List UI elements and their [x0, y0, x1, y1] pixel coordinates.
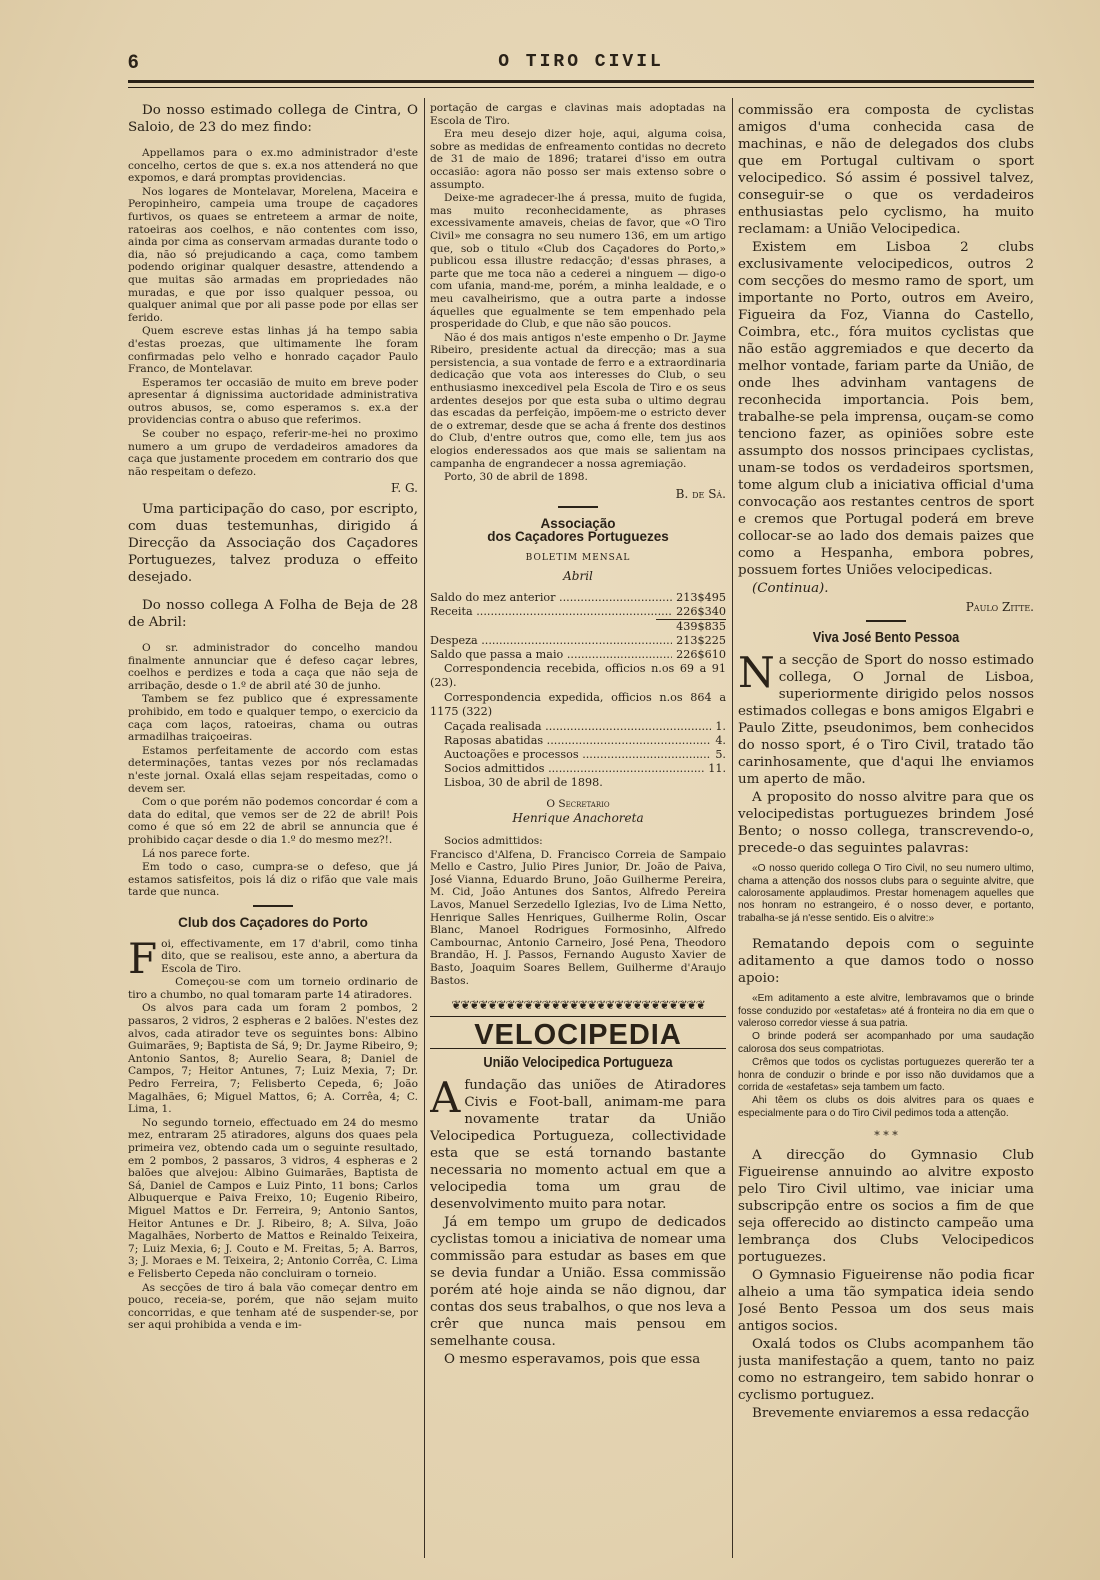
- section-divider: [558, 506, 598, 508]
- quote: «Em aditamento a este alvitre, lembravamos que o brinde fosse conduzido por «estafetas» até á fronteira no dia em que o valeroso corredor viesse á sua patria.: [738, 993, 1034, 1030]
- ledger-row: Auctoações e processos ..... 5.: [430, 748, 726, 762]
- ledger-row: Socios admittidos ..... 11.: [430, 762, 726, 776]
- paragraph: Existem em Lisboa 2 clubs exclusivamente velocipedicos, outros 2 com secções do mesmo ramo de sport, um importante no Porto, outros em Aveiro, Figueira da Foz, Vianna do Castello, Coimbra, etc., fóra muitos cyclistas que não estão aggremiados e que decerto da melhor vontade, fariam parte da União, de onde lhes advinham vantagens de reconhecida importancia. Pois bem, trabalhe-se pela imprensa, ouçam-se como tenciono fazer, as opiniões sobre este assumpto dos nossos principaes cyclistas, unam-se todos os verdadeiros sportsmen, tome algum club a iniciativa official d'uma convocação aos restantes centros de sport e cremos que Portugal poderá em breve collocar-se ao lado dos demais paizes que como a Hespanha, embora pobres, possuem fortes Uniões velocipedicas.: [738, 240, 1034, 578]
- paragraph: Appellamos para o ex.mo administrador d'este concelho, certos de que s. ex.a nos attenderá no que expomos, e dará promptas providencias.: [128, 147, 418, 185]
- paragraph: Correspondencia recebida, officios n.os 69 a 91 (23).: [430, 661, 726, 689]
- quote: Ahi têem os clubs os dois alvitres para os quaes e especialmente para o do Tiro Civil pedimos toda a attenção.: [738, 1095, 1034, 1119]
- ledger-row: Saldo que passa a maio ..... 226$610: [430, 648, 726, 662]
- drop-cap: A: [430, 1073, 461, 1123]
- column-3: [738, 102, 1034, 1562]
- dateline: Lisboa, 30 de abril de 1898.: [444, 775, 603, 789]
- paragraph: Começou-se com um torneio ordinario de tiro a chumbo, no qual tomaram parte 14 atiradores.: [128, 976, 418, 1001]
- paragraph: A direcção do Gymnasio Club Figueirense annuindo ao alvitre exposto pelo Tiro Civil ultimo, vae iniciar uma subscripção entre os socios a fim de que seja offerecido ao distincto campeão uma lembrança dos Clubs Velocipedicos portuguezes.: [738, 1147, 1034, 1265]
- dateline: Porto, 30 de abril de 1898.: [444, 471, 588, 484]
- column-divider: [732, 98, 733, 1558]
- section-heading: Associação: [540, 516, 616, 532]
- paragraph: Nos logares de Montelavar, Morelena, Maceira e Peropinheiro, campeia uma troupe de caçadores furtivos, os quaes se entreteem a armar de noite, ratoeiras aos coelhos, e não contentes com isso, ainda por cima as conservam armadas durante todo o dia, não só prejudicando a caça, como tambem podendo originar qualquer desastre, attendendo a que muitas são armadas em propriedades não muradas, e que por isso qualquer pessoa, ou qualquer animal que por ali passe pode por ellas ser ferido.: [128, 185, 418, 324]
- paragraph: Afundação das uniões de Atiradores Civis e Foot-ball, animam-me para novamente tratar da União Velocipedica Portugueza, collectividade esta que se está tornando bastante necessaria no momento actual em que a velocipedia toma um grau de desenvolvimento muito para notar.: [430, 1073, 726, 1213]
- month-label: Abril: [563, 569, 593, 584]
- paragraph: Oxalá todos os Clubs acompanhem tão justa manifestação a quem, tanto no paiz como no estrangeiro, tem sabido honrar o cyclismo portuguez.: [738, 1336, 1034, 1403]
- masthead-rule: [128, 80, 1034, 88]
- paragraph: Francisco d'Alfena, D. Francisco Correia de Sampaio Mello e Castro, Julio Pires Junior, Dr. João de Paiva, José Vianna, Eduardo Bruno, João Guilherme Pereira, M. Cid, João Antunes dos Santos, Alfredo Pereira Lavos, Manuel Serzedello Iglezias, Ivo de Lima Netto, Henrique Salles Henriques, Guilherme Rolin, Oscar Blanc, Manoel Rodrigues Formosinho, Alfredo Cambournac, Antonio Carneiro, José Pena, Theodoro Brandão, H. J. Passos, Fernando Augusto Xavier de Basto, Joaquim Soares Bellem, Guilherme d'Araujo Bastos.: [430, 848, 726, 987]
- paragraph: As secções de tiro á bala vão começar dentro em pouco, receia-se, porém, que não sejam muito concorridas, e que tenham até de suspender-se, por ser aqui prohibida a venda e im-: [128, 1281, 418, 1332]
- paragraph: Estamos perfeitamente de accordo com estas determinações, tantas vezes por nós reclamadas n'este jornal. Oxalá ellas sejam respeitadas, como o devem ser.: [128, 744, 418, 795]
- ornament-border: ❦❦❦❦❦❦❦❦❦❦❦❦❦❦❦❦❦❦❦❦❦❦❦❦❦❦❦❦: [430, 999, 726, 1017]
- quote: Crêmos que todos os cyclistas portuguezes quererão ter a honra de conduzir o brinde e por isso não duvidamos que a corrida de «estafetas» seja tambem um facto.: [738, 1057, 1034, 1094]
- paragraph: Tambem se fez publico que é expressamente prohibido, em todo e qualquer tempo, o exercicio da caça com laços, ratoeiras, chama ou outras armadilhas traiçoeiras.: [128, 693, 418, 744]
- continued-note: (Continua).: [752, 581, 829, 596]
- signature: Paulo Zitte.: [965, 600, 1034, 614]
- paragraph: Rematando depois com o seguinte aditamento a que damos todo o nosso apoio:: [738, 937, 1034, 987]
- paragraph: Do nosso collega A Folha de Beja de 28 de Abril:: [128, 598, 418, 631]
- paragraph: Uma participação do caso, por escripto, com duas testemunhas, dirigido á Direcção da Associação dos Caçadores Portuguezes, talvez produza o effeito desejado.: [128, 502, 418, 586]
- paragraph: Correspondencia expedida, officios n.os 864 a 1175 (322): [430, 690, 726, 718]
- section-divider: [866, 620, 906, 622]
- secretary-title: O Secretario: [546, 797, 610, 810]
- paragraph: portação de cargas e clavinas mais adoptadas na Escola de Tiro.: [430, 102, 726, 127]
- paragraph: Socios admittidos:: [444, 834, 543, 847]
- paragraph: Lá nos parece forte.: [142, 847, 250, 860]
- paragraph: Brevemente enviaremos a essa redacção: [752, 1405, 1030, 1421]
- newspaper-title: O TIRO CIVIL: [498, 52, 664, 72]
- column-divider: [424, 98, 425, 1558]
- paragraph: Não é dos mais antigos n'este empenho o Dr. Jayme Ribeiro, presidente actual da direcção; mas a sua persistencia, a sua vontade de ferro e a extraordinaria dedicação que vota aos interesses do Club, o seu enthusiasmo inexcedivel pela Escola de Tiro e os seus ardentes desejos por que esta suba o ultimo degrau das escadas da perfeição, impõem-me o estricto dever de o extremar, desde que se acha á frente dos destinos do Club, d'entre outros que, como elle, tem jus aos elogios enderessados aos que mais se salientam na campanha de engrandecer a nossa agremiação.: [430, 331, 726, 470]
- ledger-row: Despeza ..... 213$225: [430, 634, 726, 648]
- ledger-row: Raposas abatidas ..... 4.: [430, 734, 726, 748]
- drop-cap: F: [128, 933, 158, 983]
- signature: F. G.: [390, 481, 418, 496]
- section-divider: [253, 905, 293, 907]
- section-heading: VELOCIPEDIA: [474, 1019, 682, 1052]
- secretary-name: Henrique Anachoreta: [512, 811, 644, 826]
- ledger-subtotal: 439$835: [676, 619, 726, 633]
- section-heading: União Velocipedica Portugueza: [483, 1053, 673, 1071]
- ledger: [430, 591, 726, 790]
- column-2: [430, 102, 726, 1562]
- paragraph: Já em tempo um grupo de dedicados cyclistas tomou a iniciativa de nomear uma commissão para estudar as bases em que se devia fundar a União. Essa commissão porém até hoje ainda se não dignou, dar contas dos seus trabalhos, o que nos leva a crêr que nunca mais pensou em semelhante cousa.: [430, 1215, 726, 1350]
- ledger-row: Receita ..... 226$340: [430, 605, 726, 619]
- masthead: [128, 52, 1034, 74]
- paragraph: O mesmo esperavamos, pois que essa: [444, 1352, 701, 1368]
- quote: «O nosso querido collega O Tiro Civil, no seu numero ultimo, chama a attenção dos nossos clubs para o seguinte alvitre, que calorosamente applaudimos. Prestar homenagem aquelles que nos honram no estrangeiro, é o nosso dever, e portanto, trabalha-se já n'esse sentido. Eis o alvitre:»: [738, 863, 1034, 924]
- bulletin-label: BOLETIM MENSAL: [525, 552, 631, 563]
- paragraph: Esperamos ter occasião de muito em breve poder apresentar á dignissima auctoridade administrativa outros abusos, se, como esperamos s. ex.a der providencias contra o abuso que referimos.: [128, 376, 418, 427]
- paragraph: Deixe-me agradecer-lhe á pressa, muito de fugida, mas muito reconhecidamente, as phrases excessivamente amaveis, cheias de favor, que «O Tiro Civil» me consagra no seu numero 136, em um artigo que, sob o titulo «Club dos Caçadores do Porto,» publicou essa illustre redacção; d'essas phrases, a parte que me toca não a cederei a ninguem — digo-o com ufania, mand-me, porém, a minha lealdade, e o meu cavalheirismo, que a outra parte a indosse áquelles que egualmente se tem empenhado pela prosperidade do Club, e que não são poucos.: [430, 192, 726, 331]
- paragraph: commissão era composta de cyclistas amigos d'uma conhecida casa de machinas, e não de delegados dos clubs que em Portugal cultivam o sport velocipedico. Só assim é possivel talvez, conseguir-se o que os verdadeiros enthusiastas pelo cyclismo, ha muito reclamam: a União Velocipedica.: [738, 103, 1034, 237]
- stars-divider: * * *: [874, 1129, 898, 1143]
- paragraph: Se couber no espaço, referir-me-hei no proximo numero a um grupo de verdadeiros amadores da caça que justamente procedem em contrario dos que não respeitam o defezo.: [128, 428, 418, 478]
- quote: O brinde poderá ser acompanhado por uma saudação calorosa dos seus compatriotas.: [738, 1031, 1034, 1055]
- paragraph: A proposito do nosso alvitre para que os velocipedistas portuguezes brindem José Bento; o nosso collega, transcrevendo-o, precede-o das seguintes palavras:: [738, 790, 1034, 857]
- paragraph: Foi, effectivamente, em 17 d'abril, como tinha dito, que se realisou, este anno, a abertura da Escola de Tiro.: [128, 933, 418, 983]
- column-1: [128, 102, 418, 1562]
- paragraph: O Gymnasio Figueirense não podia ficar alheio a uma tão sympatica ideia sendo José Bento Pessoa um dos seus mais antigos socios.: [738, 1267, 1034, 1334]
- paragraph: Quem escreve estas linhas já ha tempo sabia d'estas proezas, que ultimamente lhe foram confirmadas pelo velho e honrado caçador Paulo Franco, de Montelavar.: [128, 325, 418, 376]
- paragraph: Em todo o caso, cumpra-se o defeso, que já estamos satisfeitos, pois lá diz o rifão que vale mais tarde que nunca.: [128, 861, 418, 899]
- page-number: 6: [128, 52, 139, 73]
- paragraph: Na secção de Sport do nosso estimado collega, O Jornal de Lisboa, superiormente dirigido pelos nossos estimados collegas e bons amigos Elgabri e Paulo Zitte, pseudonimos, bem conhecidos do nosso sport, é o Tiro Civil, tratado tão carinhosamente, que d'aqui lhe enviamos um aperto de mão.: [738, 648, 1034, 788]
- signature: B. de Sá.: [675, 486, 726, 501]
- section-heading: Viva José Bento Pessoa: [812, 628, 960, 646]
- ledger-row: Caçada realisada ..... 1.: [430, 720, 726, 734]
- paragraph: Era meu desejo dizer hoje, aqui, alguma coisa, sobre as medidas de enfreamento contidas no decreto de 31 de maio de 1896; tratarei d'isso em outra occasião: agora não posso ser mais extenso sobre o assumpto.: [430, 128, 726, 191]
- ledger-row: Saldo do mez anterior ..... 213$495: [430, 591, 726, 605]
- drop-cap: N: [738, 648, 775, 698]
- section-heading: Club dos Caçadores do Porto: [178, 914, 368, 930]
- paragraph: Os alvos para cada um foram 2 pombos, 2 passaros, 2 vidros, 2 espheras e 2 balões. N'estes dez alvos, cada atirador teve os seguintes bons: Albino Guimarães, 9; Baptista de Sá, 9; Dr. Jayme Ribeiro, 9; Antonio Santos, 8; Aurelio Seara, 8; Daniel de Campos, 7; Heitor Antunes, 7; Luiz Mexia, 7; Dr. Pedro Ferreira, 7; Felisberto Cepeda, 6; João Magalhães, 6; Miguel Mattos, 6; A. Corrêa, 4; C. Lima, 1.: [128, 1002, 418, 1116]
- paragraph: O sr. administrador do concelho mandou finalmente annunciar que é defeso caçar lebres, coelhos e perdizes e toda a caça que não seja de arribação, desde o 1.º de abril até 30 de junho.: [128, 642, 418, 692]
- section-heading: dos Caçadores Portuguezes: [487, 529, 669, 544]
- paragraph: No segundo torneio, effectuado em 24 do mesmo mez, entraram 25 atiradores, alguns dos quaes pela primeira vez, obtendo cada um o seguinte resultado, em 2 pombos, 2 passaros, 3 vidros, 4 espheras e 2 balões que alvejou: Albino Guimarães, Baptista de Sá, Daniel de Campos e Luiz Pinto, 11 bons; Carlos Albuquerque e Paiva Freixo, 10; Eugenio Ribeiro, Miguel Mattos e Dr. Ferreira, 9; Antonio Santos, Heitor Antunes e Dr. J. Ribeiro, 8; A. Silva, João Magalhães, Norberto de Mattos e Reinaldo Teixeira, 7; Luiz Mexia, 6; J. Couto e M. Freitas, 5; A. Barros, 3; J. Moraes e M. Teixeira, 2; Antonio Corrêa, C. Lima e Felisberto Cepeda não concluiram o torneio.: [128, 1116, 418, 1280]
- paragraph: Com o que porém não podemos concordar é com a data do edital, que vemos ser de 22 de abril! Pois como é que só em 22 de abril se annuncia que é prohibido caçar desde o dia 1.º do mesmo mez?!.: [128, 796, 418, 846]
- paragraph: Do nosso estimado collega de Cintra, O Saloio, de 23 do mez findo:: [128, 103, 418, 135]
